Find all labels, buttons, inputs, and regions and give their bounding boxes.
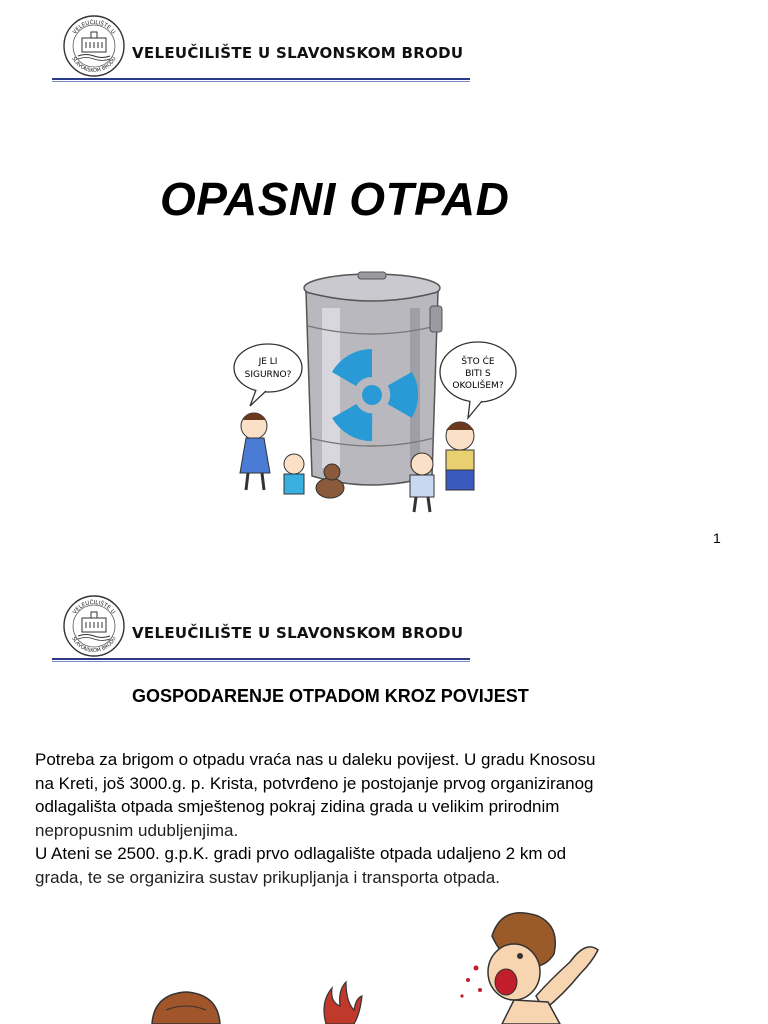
- waste-can-illustration: [220, 268, 520, 523]
- svg-text:SLAVONSKOM BRODU: SLAVONSKOM BRODU: [70, 55, 118, 75]
- slide-header: [52, 594, 470, 662]
- body-line: na Kreti, još 3000.g. p. Krista, potvrđeno je postojanje prvog organiziranog: [35, 773, 594, 793]
- slide-header: [52, 14, 470, 82]
- svg-text:VELEUČILIŠTE U: VELEUČILIŠTE U: [72, 19, 116, 36]
- svg-text:VELEUČILIŠTE U: VELEUČILIŠTE U: [72, 599, 116, 616]
- svg-text:OKOLIŠEM?: OKOLIŠEM?: [452, 381, 504, 391]
- svg-text:BITI S: BITI S: [465, 369, 491, 379]
- header-rule: [52, 78, 470, 80]
- header-rule-thin: [52, 81, 470, 82]
- slide-title: OPASNI OTPAD: [160, 173, 510, 225]
- svg-text:SIGURNO?: SIGURNO?: [244, 370, 292, 380]
- slide-subtitle: GOSPODARENJE OTPADOM KROZ POVIJEST: [132, 686, 529, 706]
- body-line: U Ateni se 2500. g.p.K. gradi prvo odlagalište otpada udaljeno 2 km od: [35, 844, 567, 863]
- svg-text:SLAVONSKOM BRODU: SLAVONSKOM BRODU: [70, 635, 118, 655]
- header-rule-thin: [52, 661, 470, 662]
- institution-logo-icon: [62, 14, 126, 78]
- slide-2: [0, 580, 768, 1024]
- institution-name: VELEUČILIŠTE U SLAVONSKOM BRODU: [132, 624, 464, 642]
- caveman-cartoon: [140, 910, 610, 1024]
- body-paragraph: [35, 748, 695, 889]
- svg-text:ŠTO ĆE: ŠTO ĆE: [461, 357, 495, 367]
- body-line: Potreba za brigom o otpadu vraća nas u daleku povijest. U gradu Knososu: [35, 750, 596, 769]
- header-rule: [52, 658, 470, 660]
- institution-name: VELEUČILIŠTE U SLAVONSKOM BRODU: [132, 44, 464, 62]
- page-number: 1: [713, 530, 721, 546]
- body-line: nepropusnim udubljenjima.: [35, 820, 239, 840]
- svg-text:JE LI: JE LI: [258, 357, 278, 367]
- body-line: odlagališta otpada smještenog pokraj zidina grada u velikim prirodnim: [35, 797, 560, 816]
- institution-logo-icon: [62, 594, 126, 658]
- body-line: grada, te se organizira sustav prikupljanja i transporta otpada.: [35, 867, 500, 887]
